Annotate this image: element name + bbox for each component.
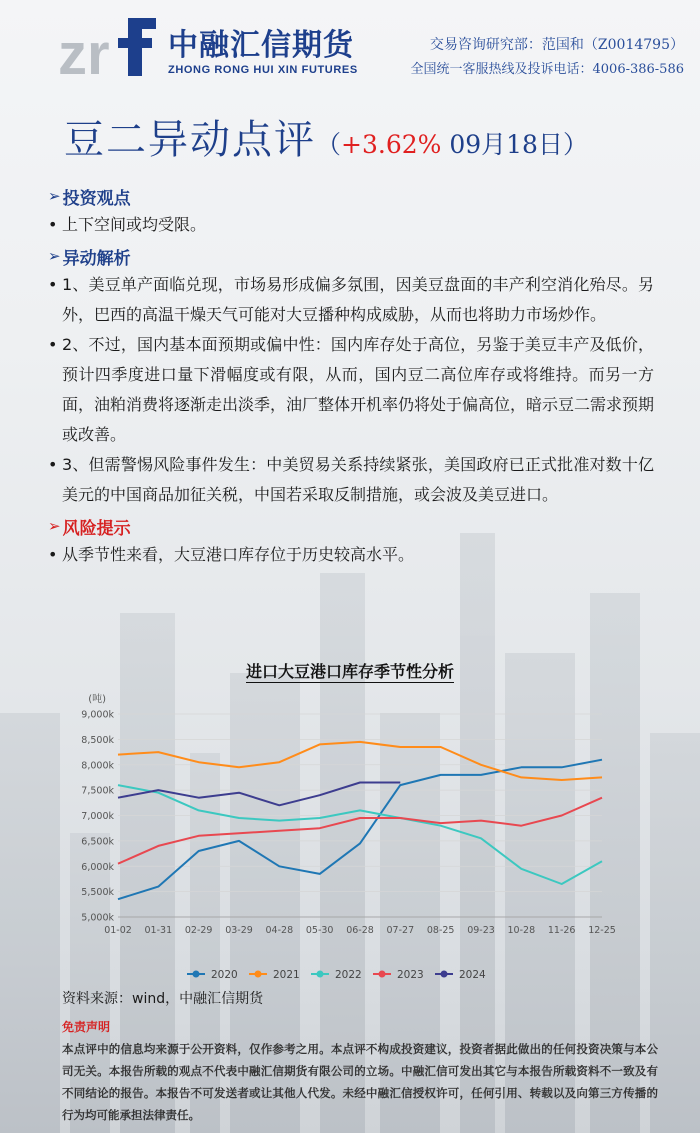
title-date: 09月18日 [441, 130, 563, 159]
arrow-right-icon: ➢ [48, 187, 61, 205]
legend-label-2022: 2022 [335, 969, 362, 981]
hotline-contact: 全国统一客服热线及投诉电话：4006-386-586 [410, 62, 684, 77]
list-item: • 3、但需警惕风险事件发生：中美贸易关系持续紧张，美国政府已正式批准对数十亿美元的中国商品加征关税，中国若采取反制措施，或会波及美豆进口。 [48, 450, 654, 510]
x-tick-label: 03-29 [225, 925, 253, 936]
legend-marker-2023 [379, 971, 386, 978]
section-heading-analysis [48, 242, 658, 270]
y-tick-label: 6,500k [81, 836, 114, 848]
y-tick-label: 6,000k [81, 861, 114, 873]
y-tick-label: 7,000k [81, 811, 114, 822]
series-line-2020 [118, 760, 602, 900]
price-change: +3.62% [341, 130, 442, 159]
disclaimer-title: 免责声明 [62, 1020, 111, 1034]
list-item: • 上下空间或均受限。 [48, 210, 654, 240]
x-tick-label: 06-28 [346, 925, 374, 936]
disclaimer-text: 本点评中的信息均来源于公开资料，仅作参考之用。本点评不构成投资建议，投资者据此做出的任何投资决策与本公司无关。本报告所载的观点不代表中融汇信期货有限公司的立场。中融汇信可发出其它与本报告所载资料不一致及有不同结论的报告。本报告不可发送者或让其他人代发。未经中融汇信授权许可，任何引用、转载以及向第三方传播的行为均可能承担法律责任。 [62, 1042, 658, 1122]
x-tick-label: 05-30 [305, 925, 334, 936]
list-item: • 从季节性来看，大豆港口库存位于历史较高水平。 [48, 540, 654, 570]
x-tick-label: 11-26 [547, 925, 576, 936]
series-line-2021 [118, 742, 602, 780]
legend-marker-2022 [317, 971, 324, 978]
svg-text:zr: zr [58, 22, 110, 78]
series-line-2022 [118, 785, 602, 884]
legend-label-2021: 2021 [273, 969, 300, 981]
x-tick-label: 04-28 [265, 925, 294, 936]
section-heading-view [48, 182, 658, 210]
legend-label-2024: 2024 [459, 969, 486, 981]
section-heading-label: 风险提示 [62, 518, 131, 539]
section-heading-label: 异动解析 [62, 248, 131, 269]
x-tick-label: 07-27 [386, 925, 415, 936]
y-tick-label: 5,000k [81, 912, 114, 924]
y-tick-label: 7,500k [81, 785, 114, 797]
y-axis-label: (吨) [88, 694, 106, 705]
y-tick-label: 9,000k [81, 709, 114, 721]
y-tick-label: 8,000k [81, 760, 114, 772]
report-content [48, 180, 658, 570]
legend-marker-2024 [441, 971, 448, 978]
header [0, 0, 700, 95]
list-item: • 2、不过，国内基本面预期或偏中性：国内库存处于高位，另鉴于美豆丰产及低价，预计四季度进口量下滑幅度或有限，从而，国内豆二高位库存或将维持。而另一方面，油粕消费将逐渐走出淡季，油厂整体开机率仍将处于偏高位，暗示豆二需求预期或改善。 [48, 330, 654, 450]
title-paren-close: ） [562, 130, 588, 159]
x-tick-label: 01-02 [104, 925, 132, 936]
x-tick-label: 10-28 [507, 925, 536, 936]
arrow-right-icon: ➢ [48, 517, 61, 535]
x-tick-label: 09-23 [467, 925, 495, 936]
legend-label-2020: 2020 [211, 969, 238, 981]
title-main: 豆二异动点评 [64, 117, 316, 163]
logo-text: 中融汇信期货 [168, 28, 354, 63]
x-tick-label: 01-31 [144, 925, 173, 936]
legend-label-2023: 2023 [397, 969, 424, 981]
x-tick-label: 08-25 [426, 925, 455, 936]
x-tick-label: 02-29 [184, 925, 213, 936]
y-tick-label: 5,500k [81, 887, 114, 899]
section-heading-risk [48, 512, 658, 540]
page-title [64, 108, 588, 165]
list-item: • 1、美豆单产面临兑现，市场易形成偏多氛围，因美豆盘面的丰产利空消化殆尽。另外，巴西的高温干燥天气可能对大豆播种构成威胁，从而也将助力市场炒作。 [48, 270, 654, 330]
title-paren-open: （ [316, 130, 342, 159]
chart-title-text: 进口大豆港口库存季节性分析 [245, 662, 454, 681]
company-logo-icon [58, 14, 158, 78]
legend-marker-2021 [255, 971, 262, 978]
arrow-right-icon: ➢ [48, 247, 61, 265]
chart-title [0, 659, 700, 682]
section-heading-label: 投资观点 [62, 188, 131, 209]
research-contact: 交易咨询研究部：范国和（Z0014795） [429, 37, 684, 53]
data-source: 资料来源：wind，中融汇信期货 [62, 991, 264, 1007]
x-tick-label: 12-25 [588, 925, 616, 936]
legend-marker-2020 [193, 971, 200, 978]
inventory-chart [62, 682, 622, 992]
line-chart [62, 682, 622, 992]
logo-english-text: ZHONG RONG HUI XIN FUTURES [168, 64, 358, 76]
y-tick-label: 8,500k [81, 734, 114, 746]
